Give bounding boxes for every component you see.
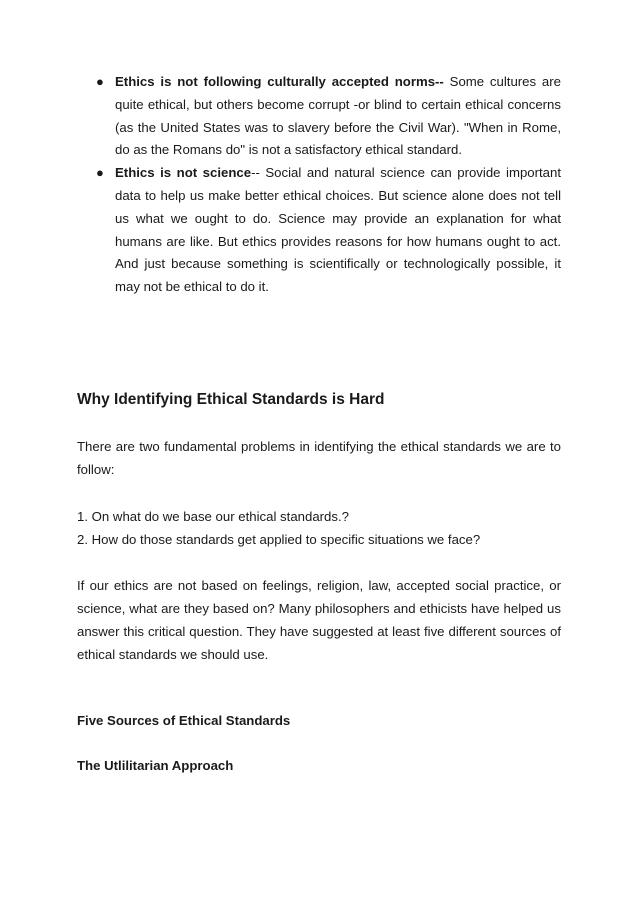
bullet-title: Ethics is not science xyxy=(115,165,252,181)
bullet-list xyxy=(0,71,638,299)
body-paragraph: If our ethics are not based on feelings, religion, law, accepted social practice, or science, what are they based on? Many philosophers and ethicists have helped us answer this critical question. They have suggested at least five different sources of ethical standards we should use. xyxy=(77,578,561,662)
bullet-dot-icon: ● xyxy=(96,74,104,89)
subheading-sources: Five Sources of Ethical Standards xyxy=(77,713,291,728)
bullet-item-science xyxy=(96,162,561,299)
question-item: 2. How do those standards get applied to specific situations we face? xyxy=(77,532,481,547)
question-list xyxy=(77,505,561,551)
subheading-approach: The Utlilitarian Approach xyxy=(77,758,234,773)
bullet-dot-icon: ● xyxy=(96,165,104,181)
intro-paragraph: There are two fundamental problems in identifying the ethical standards we are to follow: xyxy=(77,439,561,477)
bullet-text: -- Social and natural science can provide important data to help us make better ethical choices. But science alone does not tell us what we ought to do. Science may provide an explanation for what humans are like. But ethics provides reasons for how humans ought to act. And just because something is scientifically or technologically possible, it may not be ethical to do it. xyxy=(115,165,561,295)
question-item: 1. On what do we base our ethical standards.? xyxy=(77,509,349,524)
bullet-title: Ethics is not following culturally accepted norms-- xyxy=(115,74,444,89)
section-heading: Why Identifying Ethical Standards is Hard xyxy=(77,391,385,408)
bullet-item-culture xyxy=(96,71,561,162)
bullet-text: Some cultures are quite ethical, but others become corrupt -or blind to certain ethical concerns (as the United States was to slavery before the Civil War). "When in Rome, do as the Romans do" is not a satisfactory ethical standard. xyxy=(115,74,561,158)
